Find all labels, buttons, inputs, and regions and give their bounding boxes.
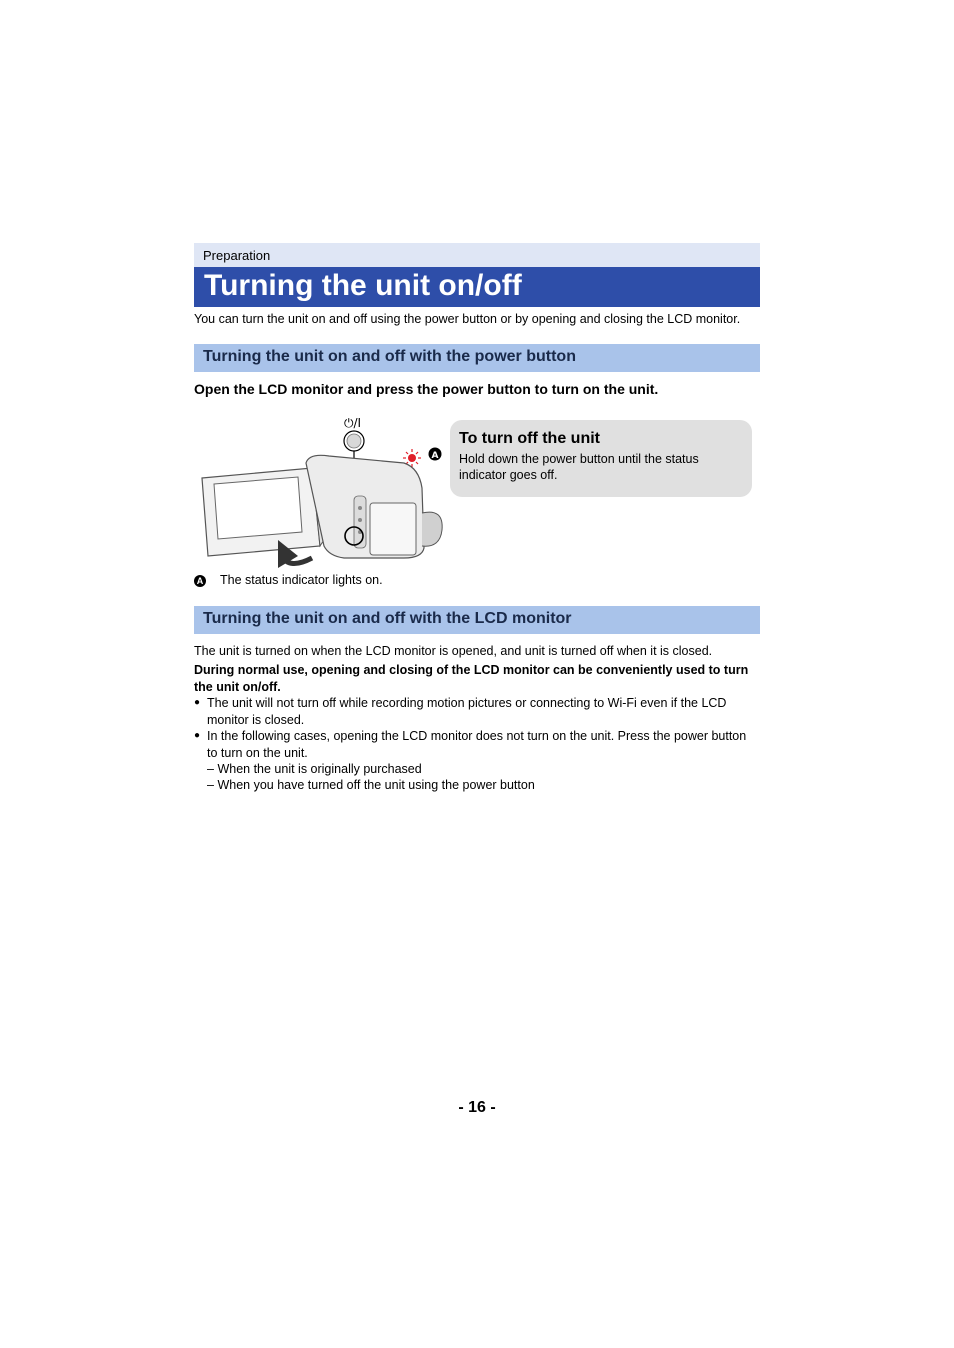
lcd-paragraph-1: The unit is turned on when the LCD monitor is opened, and unit is turned off when it is closed. [194,644,713,658]
lcd-section-heading: Turning the unit on and off with the LCD monitor [203,610,572,627]
sub-item [207,762,422,776]
lcd-paragraph-bold: During normal use, opening and closing of the LCD monitor can be conveniently used to turn the unit on/off. [194,663,749,694]
page-title: Turning the unit on/off [204,269,522,302]
sub-item-text: When you have turned off the unit using the power button [217,778,535,792]
turn-off-callout [450,420,752,497]
section-label-bar [194,243,760,267]
section-label: Preparation [203,248,271,263]
page-title-bar [194,267,760,307]
power-symbol-label: ⏻/I [344,416,362,430]
bullet-icon: ● [194,697,201,708]
dash-icon: – [207,762,214,776]
camcorder-illustration [194,408,454,568]
intro-text: You can turn the unit on and off using the power button or by opening and closing the LCD monitor. [194,312,741,326]
status-indicator-note: The status indicator lights on. [220,573,383,587]
note-marker-a-icon: A [194,575,206,587]
sub-item [207,778,535,792]
sub-item-text: When the unit is originally purchased [217,762,422,776]
callout-body: Hold down the power button until the status indicator goes off. [459,452,699,482]
dash-icon: – [207,778,214,792]
bullet-icon: ● [194,730,201,741]
power-section-heading: Turning the unit on and off with the power button [203,348,576,365]
power-section-heading-bar [194,344,760,372]
page-number: - 16 - [458,1099,496,1116]
callout-title: To turn off the unit [459,430,600,447]
bullet-text: The unit will not turn off while recording motion pictures or connecting to Wi-Fi even if the LCD monitor is closed. [207,696,727,727]
lcd-section-heading-bar [194,606,760,634]
bullet-text: In the following cases, opening the LCD monitor does not turn on the unit. Press the power button to turn on the unit. [207,729,747,760]
power-instruction: Open the LCD monitor and press the power button to turn on the unit. [194,381,659,397]
svg-text:A: A [431,451,439,461]
